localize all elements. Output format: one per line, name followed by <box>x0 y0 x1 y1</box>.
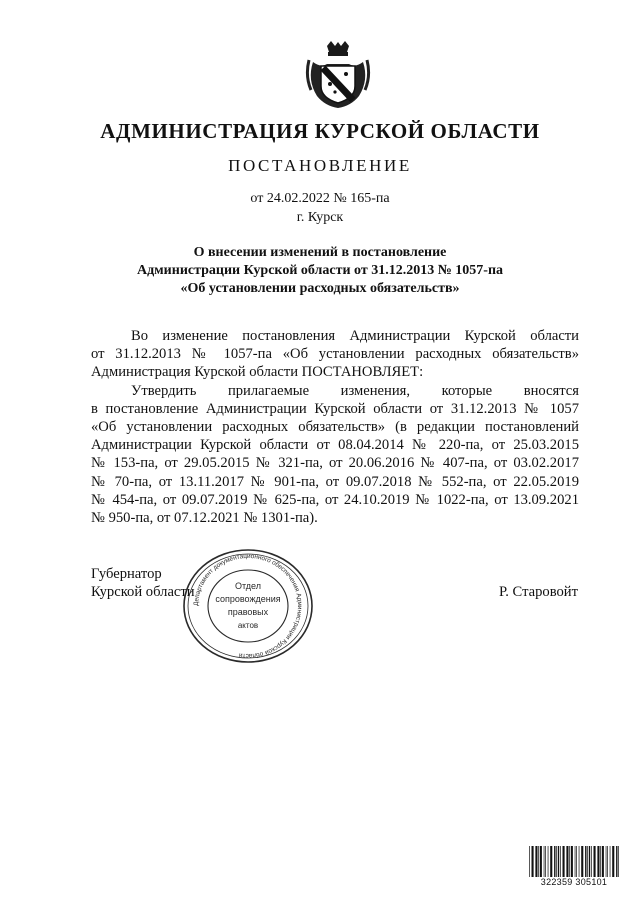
signatory-position <box>91 565 195 601</box>
title-line: «Об установлении расходных обязательств» <box>180 281 460 296</box>
body-line: № 454-па, от 09.07.2019 № 625-па, от 24.10.2019 № 1022-па, от 13.09.2021 <box>91 491 579 508</box>
body-line: Во изменение постановления Администрации Курской области <box>131 328 579 344</box>
signatory-position-line: Курской области <box>91 584 195 600</box>
seal-inner-line: Отдел <box>234 581 262 591</box>
document-date-number: от 24.02.2022 № 165-па <box>250 191 390 206</box>
body-line: «Об установлении расходных обязательств» (в редакции постановлений <box>91 418 579 435</box>
body-line: № 153-па, от 29.05.2015 № 321-па, от 20.06.2016 № 407-па, от 03.02.2017 <box>91 455 579 472</box>
body-line: Администрации Курской области от 08.04.2014 № 220-па, от 25.03.2015 <box>91 437 579 454</box>
title-line: Администрации Курской области от 31.12.2013 № 1057-па <box>136 263 504 278</box>
signatory-position-line: Губернатор <box>91 566 162 582</box>
seal-inner-line: правовых <box>227 607 269 617</box>
seal-inner-line: актов <box>237 621 259 630</box>
body-line: № 70-па, от 13.11.2017 № 901-па, от 09.07.2018 № 552-па, от 22.05.2019 <box>91 473 579 490</box>
document-title <box>0 244 640 298</box>
seal-ring-text: Департамент документационного обеспечения Администрации Курской области <box>192 552 304 660</box>
body-line: № 950-па, от 07.12.2021 № 1301-па). <box>91 509 318 526</box>
coat-of-arms-icon <box>305 40 371 110</box>
organization-name: АДМИНИСТРАЦИЯ КУРСКОЙ ОБЛАСТИ <box>100 119 540 143</box>
official-seal-stamp <box>181 547 315 665</box>
body-line: Утвердить прилагаемые изменения, которые вносятся <box>131 382 579 399</box>
seal-inner-line: сопровождения <box>215 594 281 604</box>
barcode-number: 322359 305101 <box>528 877 620 887</box>
body-line: Администрация Курской области ПОСТАНОВЛЯЕТ: <box>91 364 424 381</box>
document-city: г. Курск <box>296 210 344 225</box>
title-line: О внесении изменений в постановление <box>193 245 447 260</box>
document-type: ПОСТАНОВЛЕНИЕ <box>228 156 412 175</box>
signatory-name: Р. Старовойт <box>498 584 578 600</box>
body-line: в постановление Администрации Курской области от 31.12.2013 № 1057 <box>91 400 579 417</box>
body-line: от 31.12.2013 № 1057-па «Об установлении расходных обязательств» <box>91 346 579 363</box>
document-body <box>91 327 579 527</box>
